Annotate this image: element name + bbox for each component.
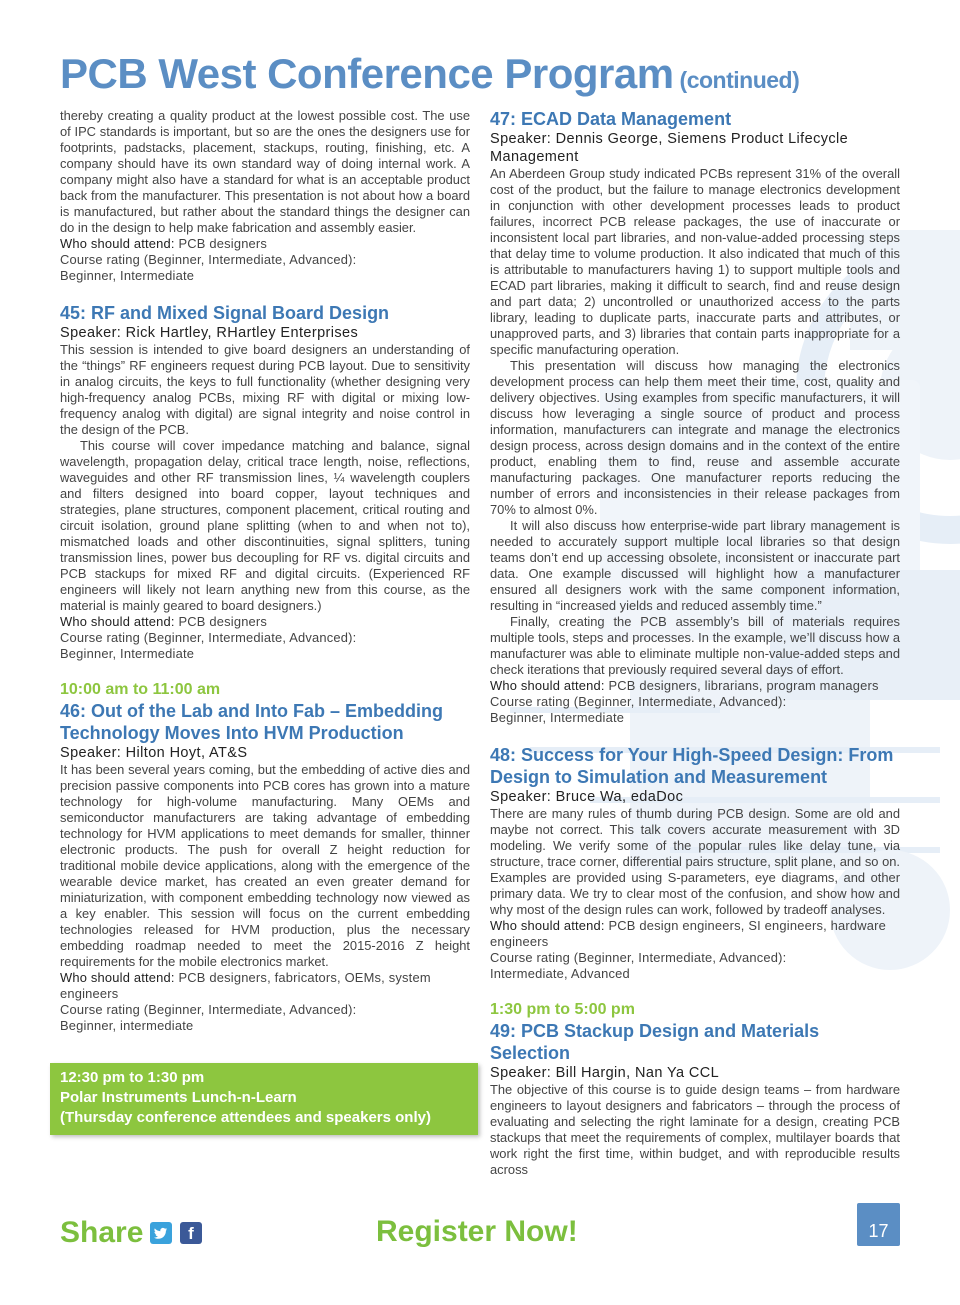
session-47-para-3: It will also discuss how enterprise-wide part library management is needed to accurately support multiple local libraries so that design teams don’t end up accessing obsolete, inconsistent or inaccurate part data. One example discussed will highlight how a manufacturer ensured all designers work with the same component information, resulting in “increased yields and reduced assembly time.” [490,518,900,613]
share-label: Share [60,1216,144,1249]
attend-value: PCB designers, fabricators, OEMs, system engineers [60,970,431,1001]
session-47-para-1: An Aberdeen Group study indicated PCBs represent 31% of the overall cost of the product, but the failure to manage electronics development in conjunction with other development processes leads to product failures, incorrect PCB release packages, the use of inaccurate or inconsistent local part libraries, and non-value-added processing steps that delay time to volume production. It also indicated that much of this is attributable to manufacturers having 1) to support multiple tools and ECAD part libraries, making it difficult to search, find and reuse design and part data; 2) uncontrolled or unauthorized access to the parts library, leading to duplicate parts, inaccurate parts and attributes, or unapproved parts, and 3) libraries that contain parts inappropriate for a specific manufacturing operation. [490,166,900,357]
page-title-text: PCB West Conference Program [60,50,674,97]
session-46-time: 10:00 am to 11:00 am [60,681,221,698]
session-48-speaker: Speaker: Bruce Wa, edaDoc [490,789,684,805]
session-48-rating-label: Course rating (Beginner, Intermediate, Advanced): [490,950,787,965]
session-49-speaker: Speaker: Bill Hargin, Nan Ya CCL [490,1065,720,1081]
session-47-rating-label: Course rating (Beginner, Intermediate, Advanced): [490,694,787,709]
session-45-title: 45: RF and Mixed Signal Board Design [60,303,390,323]
attend-value: PCB designers [178,614,268,629]
attend-label: Who should attend: [60,236,175,251]
attend-label: Who should attend: [490,678,605,693]
session-45-para-2: This course will cover impedance matching and balance, signal wavelength, propagation delay, critical trace length, noise, reflections, waveguides and other RF transmission lines, ¼ wavelength couplers and filters designed into board copper, layout techniques and strategies, plane structures, component placement, critical routing and circuit isolation, ground plane splitting (when to and when not to), mismatched loads and other discontinuities, signal splitters, tuning transmission lines, power bus decoupling for RF vs. digital circuits and PCB stackups for mixed RF and digital circuits. (Experienced RF engineers will likely not learn anything new from this course, as the material is mainly geared to board designers.) [60,438,470,613]
session-46-attend [60,970,470,1002]
intro-paragraph: thereby creating a quality product at the lowest possible cost. The use of IPC standards is important, but so are the ones the designers use for footprints, padstacks, placement, stackups, routing, finishing, etc. A company should have its own standard way of doing internal work. A company might also have a standard for what is an acceptable product back from the manufacturer. This presentation is not about how a board is manufactured, but rather about the standard things the designer can do in the design to help make fabrication and assembly easier. [60,108,470,235]
facebook-icon[interactable]: f [180,1222,202,1244]
session-48-rating-value: Intermediate, Advanced [490,966,630,981]
session-46-rating-value: Beginner, intermediate [60,1018,194,1033]
session-46-title: 46: Out of the Lab and Into Fab – Embedding Technology Moves Into HVM Production [60,701,444,743]
attend-value: PCB designers, librarians, program managers [608,678,879,693]
session-47-rating-value: Beginner, Intermediate [490,710,625,725]
right-column [490,108,900,1178]
attend-label: Who should attend: [60,614,175,629]
session-46-speaker: Speaker: Hilton Hoyt, AT&S [60,745,248,761]
page-number: 17 [857,1203,900,1246]
session-47-title: 47: ECAD Data Management [490,109,732,129]
attend-label: Who should attend: [60,970,175,985]
lunch-title: Polar Instruments Lunch-n-Learn [60,1089,297,1106]
twitter-icon[interactable] [150,1222,172,1244]
session-49-para-1: The objective of this course is to guide design teams – from hardware engineers to layout designers and fabricators – through the process of evaluating and selecting the right laminate for a design, creating PCB stackups that meet the requirements of complex, multilayer boards that work right the first time, within budget, and with reproducible results across [490,1082,900,1177]
session-47-speaker: Speaker: Dennis George, Siemens Product Lifecycle Management [490,131,849,165]
attend-value: PCB design engineers, SI engineers, hardware engineers [490,918,886,949]
session-45-para-1: This session is intended to give board designers an understanding of the “things” RF engineers request during PCB layout. Due to sensitivity in analog circuits, the keys to full functionality (whether designing very high-frequency analog PCBs, mixing RF with digital or mixing low-frequency analog with digital) are signal integrity and noise control in the design of the PCB. [60,342,470,437]
intro-attend [60,236,470,252]
intro-rating-value: Beginner, Intermediate [60,268,195,283]
session-49-time: 1:30 pm to 5:00 pm [490,1001,635,1018]
page-title-continued: (continued) [679,67,800,93]
session-47-para-2: This presentation will discuss how managing the electronics development process can help them meet their time, cost, quality and delivery objectives. Using examples from specific manufacturers, it will discuss how leveraging a single source of product and process information, manufacturers can integrate and manage the electronics design process, across design domains and in the context of the entire product, enabling them to find, reuse and assemble accurate manufacturing packages. One manufacturer reports reducing the number of errors and inconsistencies in their release packages from 70% to almost 0%. [490,358,900,517]
session-46-para-1: It has been several years coming, but the embedding of active dies and precision passive components into PCB cores has grown into a mature technology for high-volume manufacturing. Many OEMs and semiconductor manufacturers are taking advantage of embedding technology for HVM applications to meet demands for smaller, thinner electronic products. The push for overall Z height reduction for traditional mobile device applications, along with the emergence of the wearable device market, has created an even greater demand for miniaturization, with component embedding technology now viewed as a key enabler. This session will focus on the current embedding technologies released for HVM production, plus the necessary embedding roadmap needed to meet the 2015-2016 Z height requirements for the mobile electronics market. [60,762,470,969]
left-column [60,108,470,1034]
session-45-speaker: Speaker: Rick Hartley, RHartley Enterprises [60,325,359,341]
register-now-link[interactable]: Register Now! [376,1215,578,1248]
session-45-rating-label: Course rating (Beginner, Intermediate, Advanced): [60,630,357,645]
lunch-note: (Thursday conference attendees and speakers only) [60,1109,431,1126]
session-47-attend [490,678,900,694]
session-48-attend [490,918,900,950]
lunch-banner [50,1063,478,1135]
intro-rating-label: Course rating (Beginner, Intermediate, Advanced): [60,252,357,267]
session-49-title: 49: PCB Stackup Design and Materials Selection [490,1021,820,1063]
page-title [60,50,799,98]
attend-label: Who should attend: [490,918,605,933]
session-47-para-4: Finally, creating the PCB assembly’s bill of materials requires multiple tools, steps and processes. In the example, we’ll discuss how a manufacturer was able to eliminate multiple non-value-added steps and check iterations that previously required several days of effort. [490,614,900,677]
session-45-rating-value: Beginner, Intermediate [60,646,195,661]
attend-value: PCB designers [178,236,268,251]
session-45-attend [60,614,470,630]
twitter-bird-icon [150,1222,172,1244]
lunch-time: 12:30 pm to 1:30 pm [60,1069,205,1086]
session-48-title: 48: Success for Your High-Speed Design: From Design to Simulation and Measurement [490,745,894,787]
session-48-para-1: There are many rules of thumb during PCB design. Some are old and maybe not correct. This talk covers accurate measurement with 3D modeling. We verify some of the popular rules like delay tune, via structure, trace corner, differential pairs structure, split plane, and so on. Examples are provided using S-parameters, eye diagrams, and other primary data. We try to clear most of the confusion, and show how and why most of the design rules can work, followed by tradeoff analyses. [490,806,900,917]
session-46-rating-label: Course rating (Beginner, Intermediate, Advanced): [60,1002,357,1017]
